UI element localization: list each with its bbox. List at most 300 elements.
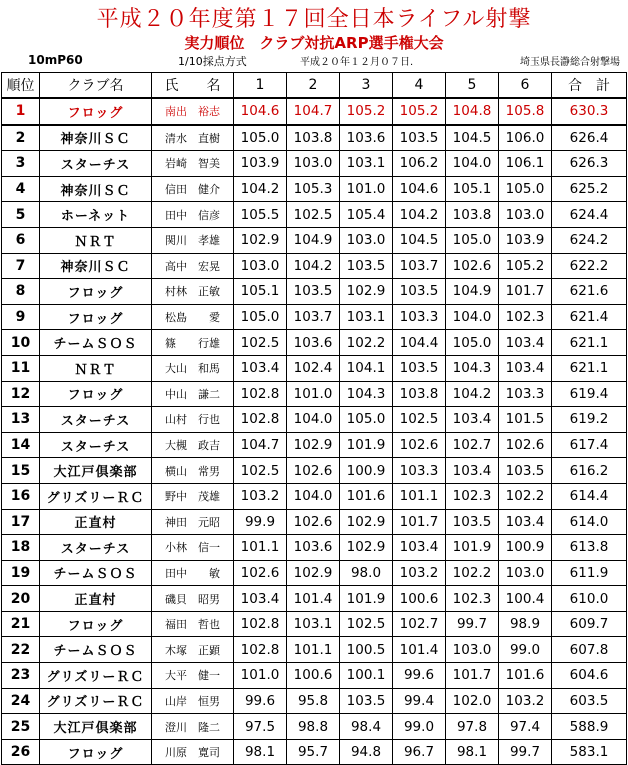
total-score-cell: 624.4: [552, 202, 627, 228]
series-4-score-cell: 102.7: [393, 611, 446, 637]
table-row: [2, 98, 627, 125]
shooter-name-cell: 田中 敏: [152, 560, 234, 586]
shooter-name-cell: 山村 行也: [152, 407, 234, 433]
series-6-score-cell: 98.9: [499, 611, 552, 637]
series-1-score-cell: 104.7: [234, 432, 287, 458]
rank-cell: 3: [2, 151, 40, 177]
series-4-score-cell: 103.5: [393, 279, 446, 305]
page-subtitle: 実力順位 クラブ対抗ARP選手権大会: [184, 34, 444, 52]
series-5-score-cell: 104.9: [446, 279, 499, 305]
series-3-score-cell: 102.9: [340, 279, 393, 305]
shooter-name-cell: 松島 愛: [152, 304, 234, 330]
rank-cell: 7: [2, 253, 40, 279]
shooter-name-cell: 木塚 正顕: [152, 637, 234, 663]
total-score-cell: 630.3: [552, 98, 627, 125]
series-5-score-cell: 104.0: [446, 304, 499, 330]
total-score-cell: 603.5: [552, 688, 627, 714]
col-header-series-3: 3: [340, 73, 393, 99]
series-1-score-cell: 102.5: [234, 458, 287, 484]
total-score-cell: 616.2: [552, 458, 627, 484]
total-score-cell: 611.9: [552, 560, 627, 586]
series-4-score-cell: 103.2: [393, 560, 446, 586]
col-header-series-4: 4: [393, 73, 446, 99]
shooter-name-cell: 中山 謙二: [152, 381, 234, 407]
series-3-score-cell: 104.1: [340, 355, 393, 381]
series-2-score-cell: 103.7: [287, 304, 340, 330]
col-header-rank: 順位: [2, 73, 40, 99]
series-1-score-cell: 102.8: [234, 637, 287, 663]
table-row: [2, 483, 627, 509]
series-6-score-cell: 102.6: [499, 432, 552, 458]
series-5-score-cell: 102.3: [446, 483, 499, 509]
series-6-score-cell: 97.4: [499, 714, 552, 740]
series-2-score-cell: 101.4: [287, 586, 340, 612]
series-4-score-cell: 99.6: [393, 663, 446, 689]
rank-cell: 13: [2, 407, 40, 433]
series-4-score-cell: 104.2: [393, 202, 446, 228]
series-1-score-cell: 103.2: [234, 483, 287, 509]
total-score-cell: 617.4: [552, 432, 627, 458]
series-1-score-cell: 102.8: [234, 407, 287, 433]
table-row: [2, 227, 627, 253]
series-3-score-cell: 101.0: [340, 176, 393, 202]
series-5-score-cell: 99.7: [446, 611, 499, 637]
club-cell: フロッグ: [40, 98, 152, 125]
series-5-score-cell: 103.4: [446, 458, 499, 484]
series-6-score-cell: 103.0: [499, 560, 552, 586]
series-5-score-cell: 102.2: [446, 560, 499, 586]
series-6-score-cell: 103.5: [499, 458, 552, 484]
shooter-name-cell: 高中 宏晃: [152, 253, 234, 279]
club-cell: チームＳＯＳ: [40, 330, 152, 356]
table-row: [2, 535, 627, 561]
total-score-cell: 613.8: [552, 535, 627, 561]
club-cell: フロッグ: [40, 611, 152, 637]
series-4-score-cell: 103.5: [393, 125, 446, 151]
event-date: 平成２０年１２月０７日.: [300, 57, 414, 68]
series-4-score-cell: 101.7: [393, 509, 446, 535]
series-1-score-cell: 105.5: [234, 202, 287, 228]
series-2-score-cell: 104.7: [287, 98, 340, 125]
series-2-score-cell: 95.8: [287, 688, 340, 714]
series-6-score-cell: 101.5: [499, 407, 552, 433]
series-3-score-cell: 103.6: [340, 125, 393, 151]
shooter-name-cell: 大槻 政吉: [152, 432, 234, 458]
series-1-score-cell: 102.5: [234, 330, 287, 356]
series-4-score-cell: 104.6: [393, 176, 446, 202]
series-3-score-cell: 105.2: [340, 98, 393, 125]
results-table: [1, 72, 627, 765]
shooter-name-cell: 川原 寛司: [152, 739, 234, 765]
series-6-score-cell: 103.0: [499, 202, 552, 228]
series-2-score-cell: 105.3: [287, 176, 340, 202]
club-cell: スターチス: [40, 432, 152, 458]
series-2-score-cell: 103.6: [287, 535, 340, 561]
total-score-cell: 624.2: [552, 227, 627, 253]
club-cell: フロッグ: [40, 279, 152, 305]
series-5-score-cell: 103.8: [446, 202, 499, 228]
series-5-score-cell: 97.8: [446, 714, 499, 740]
table-row: [2, 509, 627, 535]
rank-cell: 6: [2, 227, 40, 253]
rank-cell: 21: [2, 611, 40, 637]
club-cell: 神奈川ＳＣ: [40, 253, 152, 279]
series-1-score-cell: 105.1: [234, 279, 287, 305]
series-2-score-cell: 103.0: [287, 151, 340, 177]
series-1-score-cell: 104.6: [234, 98, 287, 125]
club-cell: スターチス: [40, 407, 152, 433]
series-6-score-cell: 105.8: [499, 98, 552, 125]
series-2-score-cell: 102.4: [287, 355, 340, 381]
series-4-score-cell: 100.6: [393, 586, 446, 612]
series-1-score-cell: 99.9: [234, 509, 287, 535]
shooter-name-cell: 大山 和馬: [152, 355, 234, 381]
rank-cell: 18: [2, 535, 40, 561]
series-1-score-cell: 101.1: [234, 535, 287, 561]
series-2-score-cell: 103.8: [287, 125, 340, 151]
table-row: [2, 611, 627, 637]
total-score-cell: 626.4: [552, 125, 627, 151]
series-3-score-cell: 103.5: [340, 688, 393, 714]
series-1-score-cell: 103.9: [234, 151, 287, 177]
rank-cell: 22: [2, 637, 40, 663]
series-4-score-cell: 103.8: [393, 381, 446, 407]
series-5-score-cell: 104.5: [446, 125, 499, 151]
rank-cell: 12: [2, 381, 40, 407]
rank-cell: 10: [2, 330, 40, 356]
series-2-score-cell: 100.6: [287, 663, 340, 689]
series-6-score-cell: 101.7: [499, 279, 552, 305]
series-3-score-cell: 102.9: [340, 509, 393, 535]
series-5-score-cell: 104.8: [446, 98, 499, 125]
series-5-score-cell: 103.4: [446, 407, 499, 433]
table-row: [2, 663, 627, 689]
series-2-score-cell: 102.5: [287, 202, 340, 228]
series-1-score-cell: 105.0: [234, 125, 287, 151]
total-score-cell: 622.2: [552, 253, 627, 279]
series-6-score-cell: 99.0: [499, 637, 552, 663]
series-3-score-cell: 101.9: [340, 586, 393, 612]
table-header-row: [2, 73, 627, 99]
rank-cell: 25: [2, 714, 40, 740]
rank-cell: 19: [2, 560, 40, 586]
total-score-cell: 621.1: [552, 355, 627, 381]
series-3-score-cell: 103.1: [340, 151, 393, 177]
series-4-score-cell: 99.0: [393, 714, 446, 740]
series-4-score-cell: 103.3: [393, 458, 446, 484]
table-row: [2, 176, 627, 202]
series-2-score-cell: 98.8: [287, 714, 340, 740]
shooter-name-cell: 大平 健一: [152, 663, 234, 689]
table-row: [2, 125, 627, 151]
shooter-name-cell: 篠 行雄: [152, 330, 234, 356]
col-header-name: 氏 名: [152, 73, 234, 99]
series-5-score-cell: 105.1: [446, 176, 499, 202]
total-score-cell: 626.3: [552, 151, 627, 177]
series-4-score-cell: 96.7: [393, 739, 446, 765]
series-3-score-cell: 103.1: [340, 304, 393, 330]
series-5-score-cell: 104.3: [446, 355, 499, 381]
series-2-score-cell: 101.0: [287, 381, 340, 407]
series-4-score-cell: 106.2: [393, 151, 446, 177]
series-3-score-cell: 102.9: [340, 535, 393, 561]
venue-name: 埼玉県長瀞総合射撃場: [520, 57, 620, 68]
table-row: [2, 688, 627, 714]
series-3-score-cell: 94.8: [340, 739, 393, 765]
table-row: [2, 739, 627, 765]
rank-cell: 5: [2, 202, 40, 228]
series-1-score-cell: 101.0: [234, 663, 287, 689]
series-4-score-cell: 103.5: [393, 355, 446, 381]
club-cell: グリズリーＲＣ: [40, 483, 152, 509]
series-3-score-cell: 103.0: [340, 227, 393, 253]
rank-cell: 20: [2, 586, 40, 612]
club-cell: 正直村: [40, 586, 152, 612]
series-1-score-cell: 102.9: [234, 227, 287, 253]
table-row: [2, 432, 627, 458]
series-3-score-cell: 100.1: [340, 663, 393, 689]
series-3-score-cell: 100.5: [340, 637, 393, 663]
club-cell: ＮＲＴ: [40, 227, 152, 253]
rank-cell: 2: [2, 125, 40, 151]
series-3-score-cell: 101.6: [340, 483, 393, 509]
series-2-score-cell: 103.1: [287, 611, 340, 637]
series-6-score-cell: 101.6: [499, 663, 552, 689]
total-score-cell: 607.8: [552, 637, 627, 663]
club-cell: 正直村: [40, 509, 152, 535]
series-6-score-cell: 103.4: [499, 330, 552, 356]
rank-cell: 24: [2, 688, 40, 714]
series-6-score-cell: 102.2: [499, 483, 552, 509]
series-1-score-cell: 102.8: [234, 381, 287, 407]
series-6-score-cell: 106.0: [499, 125, 552, 151]
total-score-cell: 614.0: [552, 509, 627, 535]
series-3-score-cell: 105.0: [340, 407, 393, 433]
series-2-score-cell: 104.0: [287, 483, 340, 509]
page-title: 平成２０年度第１７回全日本ライフル射撃: [96, 7, 532, 32]
series-5-score-cell: 102.0: [446, 688, 499, 714]
series-4-score-cell: 105.2: [393, 98, 446, 125]
club-cell: スターチス: [40, 535, 152, 561]
club-cell: スターチス: [40, 151, 152, 177]
series-4-score-cell: 103.4: [393, 535, 446, 561]
shooter-name-cell: 田中 信彦: [152, 202, 234, 228]
rank-cell: 15: [2, 458, 40, 484]
series-5-score-cell: 105.0: [446, 330, 499, 356]
series-6-score-cell: 103.2: [499, 688, 552, 714]
series-5-score-cell: 98.1: [446, 739, 499, 765]
col-header-total: 合 計: [552, 73, 627, 99]
series-1-score-cell: 103.4: [234, 355, 287, 381]
total-score-cell: 614.4: [552, 483, 627, 509]
shooter-name-cell: 野中 茂雄: [152, 483, 234, 509]
series-3-score-cell: 102.2: [340, 330, 393, 356]
club-cell: ＮＲＴ: [40, 355, 152, 381]
rank-cell: 1: [2, 98, 40, 125]
series-3-score-cell: 98.0: [340, 560, 393, 586]
series-2-score-cell: 104.0: [287, 407, 340, 433]
series-3-score-cell: 103.5: [340, 253, 393, 279]
series-1-score-cell: 98.1: [234, 739, 287, 765]
shooter-name-cell: 山岸 恒男: [152, 688, 234, 714]
rank-cell: 11: [2, 355, 40, 381]
club-cell: チームＳＯＳ: [40, 560, 152, 586]
series-2-score-cell: 102.9: [287, 432, 340, 458]
total-score-cell: 588.9: [552, 714, 627, 740]
series-1-score-cell: 103.0: [234, 253, 287, 279]
series-1-score-cell: 103.4: [234, 586, 287, 612]
table-row: [2, 586, 627, 612]
table-row: [2, 151, 627, 177]
club-cell: 大江戸倶楽部: [40, 714, 152, 740]
series-4-score-cell: 103.3: [393, 304, 446, 330]
table-row: [2, 279, 627, 305]
club-cell: フロッグ: [40, 381, 152, 407]
series-5-score-cell: 102.3: [446, 586, 499, 612]
total-score-cell: 621.4: [552, 304, 627, 330]
shooter-name-cell: 清水 直樹: [152, 125, 234, 151]
series-1-score-cell: 105.0: [234, 304, 287, 330]
total-score-cell: 619.2: [552, 407, 627, 433]
series-2-score-cell: 102.6: [287, 509, 340, 535]
table-row: [2, 560, 627, 586]
club-cell: チームＳＯＳ: [40, 637, 152, 663]
series-2-score-cell: 102.9: [287, 560, 340, 586]
club-cell: フロッグ: [40, 304, 152, 330]
series-5-score-cell: 104.2: [446, 381, 499, 407]
series-5-score-cell: 101.7: [446, 663, 499, 689]
series-5-score-cell: 101.9: [446, 535, 499, 561]
series-4-score-cell: 101.4: [393, 637, 446, 663]
rank-cell: 26: [2, 739, 40, 765]
shooter-name-cell: 村林 正敏: [152, 279, 234, 305]
series-2-score-cell: 103.5: [287, 279, 340, 305]
club-cell: フロッグ: [40, 739, 152, 765]
total-score-cell: 625.2: [552, 176, 627, 202]
total-score-cell: 621.6: [552, 279, 627, 305]
series-6-score-cell: 103.4: [499, 355, 552, 381]
series-6-score-cell: 102.3: [499, 304, 552, 330]
series-4-score-cell: 104.5: [393, 227, 446, 253]
rank-cell: 9: [2, 304, 40, 330]
series-1-score-cell: 104.2: [234, 176, 287, 202]
table-row: [2, 304, 627, 330]
club-cell: 神奈川ＳＣ: [40, 125, 152, 151]
table-row: [2, 407, 627, 433]
event-label: 10mP60: [28, 53, 83, 67]
series-5-score-cell: 103.0: [446, 637, 499, 663]
col-header-series-6: 6: [499, 73, 552, 99]
series-1-score-cell: 102.6: [234, 560, 287, 586]
club-cell: グリズリーＲＣ: [40, 663, 152, 689]
table-row: [2, 458, 627, 484]
shooter-name-cell: 関川 孝雄: [152, 227, 234, 253]
rank-cell: 14: [2, 432, 40, 458]
series-6-score-cell: 105.0: [499, 176, 552, 202]
series-6-score-cell: 105.2: [499, 253, 552, 279]
series-3-score-cell: 105.4: [340, 202, 393, 228]
series-6-score-cell: 100.9: [499, 535, 552, 561]
shooter-name-cell: 横山 常男: [152, 458, 234, 484]
series-6-score-cell: 103.9: [499, 227, 552, 253]
total-score-cell: 619.4: [552, 381, 627, 407]
shooter-name-cell: 信田 健介: [152, 176, 234, 202]
col-header-series-5: 5: [446, 73, 499, 99]
shooter-name-cell: 神田 元昭: [152, 509, 234, 535]
club-cell: グリズリーＲＣ: [40, 688, 152, 714]
series-4-score-cell: 103.7: [393, 253, 446, 279]
series-1-score-cell: 102.8: [234, 611, 287, 637]
series-4-score-cell: 101.1: [393, 483, 446, 509]
col-header-club: クラブ名: [40, 73, 152, 99]
series-5-score-cell: 102.7: [446, 432, 499, 458]
club-cell: ホーネット: [40, 202, 152, 228]
series-2-score-cell: 102.6: [287, 458, 340, 484]
series-4-score-cell: 99.4: [393, 688, 446, 714]
series-2-score-cell: 95.7: [287, 739, 340, 765]
series-6-score-cell: 103.4: [499, 509, 552, 535]
series-2-score-cell: 101.1: [287, 637, 340, 663]
series-1-score-cell: 97.5: [234, 714, 287, 740]
col-header-series-2: 2: [287, 73, 340, 99]
series-3-score-cell: 102.5: [340, 611, 393, 637]
table-row: [2, 355, 627, 381]
series-6-score-cell: 99.7: [499, 739, 552, 765]
series-5-score-cell: 105.0: [446, 227, 499, 253]
total-score-cell: 604.6: [552, 663, 627, 689]
table-row: [2, 253, 627, 279]
rank-cell: 23: [2, 663, 40, 689]
scoring-method: 1/10採点方式: [178, 55, 247, 68]
shooter-name-cell: 岩崎 智美: [152, 151, 234, 177]
total-score-cell: 621.1: [552, 330, 627, 356]
table-row: [2, 202, 627, 228]
club-cell: 大江戸倶楽部: [40, 458, 152, 484]
shooter-name-cell: 南出 裕志: [152, 98, 234, 125]
shooter-name-cell: 磯貝 昭男: [152, 586, 234, 612]
series-5-score-cell: 102.6: [446, 253, 499, 279]
table-row: [2, 381, 627, 407]
table-row: [2, 637, 627, 663]
series-3-score-cell: 100.9: [340, 458, 393, 484]
series-3-score-cell: 101.9: [340, 432, 393, 458]
table-row: [2, 330, 627, 356]
series-4-score-cell: 102.6: [393, 432, 446, 458]
total-score-cell: 583.1: [552, 739, 627, 765]
series-5-score-cell: 103.5: [446, 509, 499, 535]
series-6-score-cell: 100.4: [499, 586, 552, 612]
series-2-score-cell: 104.9: [287, 227, 340, 253]
shooter-name-cell: 小林 信一: [152, 535, 234, 561]
club-cell: 神奈川ＳＣ: [40, 176, 152, 202]
total-score-cell: 610.0: [552, 586, 627, 612]
results-body: [2, 98, 627, 765]
series-6-score-cell: 106.1: [499, 151, 552, 177]
series-5-score-cell: 104.0: [446, 151, 499, 177]
series-2-score-cell: 104.2: [287, 253, 340, 279]
series-6-score-cell: 103.3: [499, 381, 552, 407]
series-3-score-cell: 98.4: [340, 714, 393, 740]
total-score-cell: 609.7: [552, 611, 627, 637]
rank-cell: 16: [2, 483, 40, 509]
series-2-score-cell: 103.6: [287, 330, 340, 356]
series-4-score-cell: 102.5: [393, 407, 446, 433]
rank-cell: 8: [2, 279, 40, 305]
rank-cell: 17: [2, 509, 40, 535]
series-1-score-cell: 99.6: [234, 688, 287, 714]
rank-cell: 4: [2, 176, 40, 202]
series-4-score-cell: 104.4: [393, 330, 446, 356]
